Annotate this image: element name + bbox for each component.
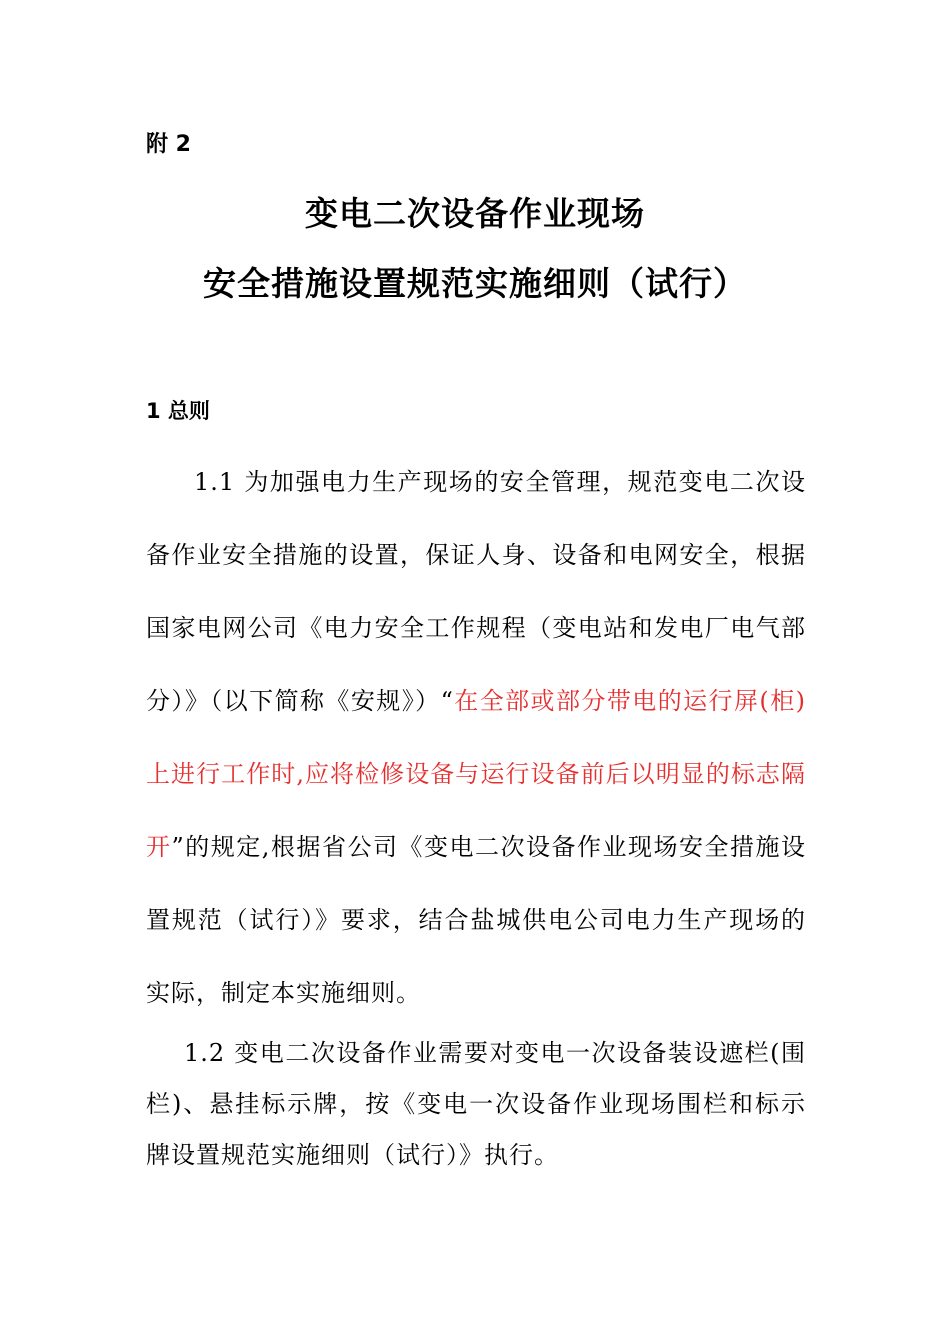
paragraph-1-1-highlight: 在全部或部分带电的运行屏(柜)上进行工作时,应将检修设备与运行设备前后以明显的标志隔开 <box>146 687 806 861</box>
appendix-label: 附 2 <box>146 132 191 157</box>
paragraph-1-1-lead: 1.1 为加强电力生产现场的安全管理，规范变电二次设备作业安全措施的设置，保证人身、设备和电网安全，根据国家电网公司《电力安全工作规程（变电站和发电厂电气部分）》（以下简称《安规》）“ <box>146 468 806 715</box>
paragraph-1-1-tail: ”的规定,根据省公司《变电二次设备作业现场安全措施设置规范（试行）》要求，结合盐城供电公司电力生产现场的实际，制定本实施细则。 <box>146 833 807 1007</box>
section-heading-general: 1 总则 <box>146 399 210 423</box>
paragraph-1-1 <box>146 446 806 1030</box>
document-title-line-2: 安全措施设置规范实施细则（试行） <box>203 264 747 303</box>
paragraph-1-2: 1.2 变电二次设备作业需要对变电一次设备装设遮栏(围栏)、悬挂标示牌，按《变电一次设备作业现场围栏和标示牌设置规范实施细则（试行）》执行。 <box>146 1039 806 1169</box>
document-title-line-1: 变电二次设备作业现场 <box>305 194 645 233</box>
